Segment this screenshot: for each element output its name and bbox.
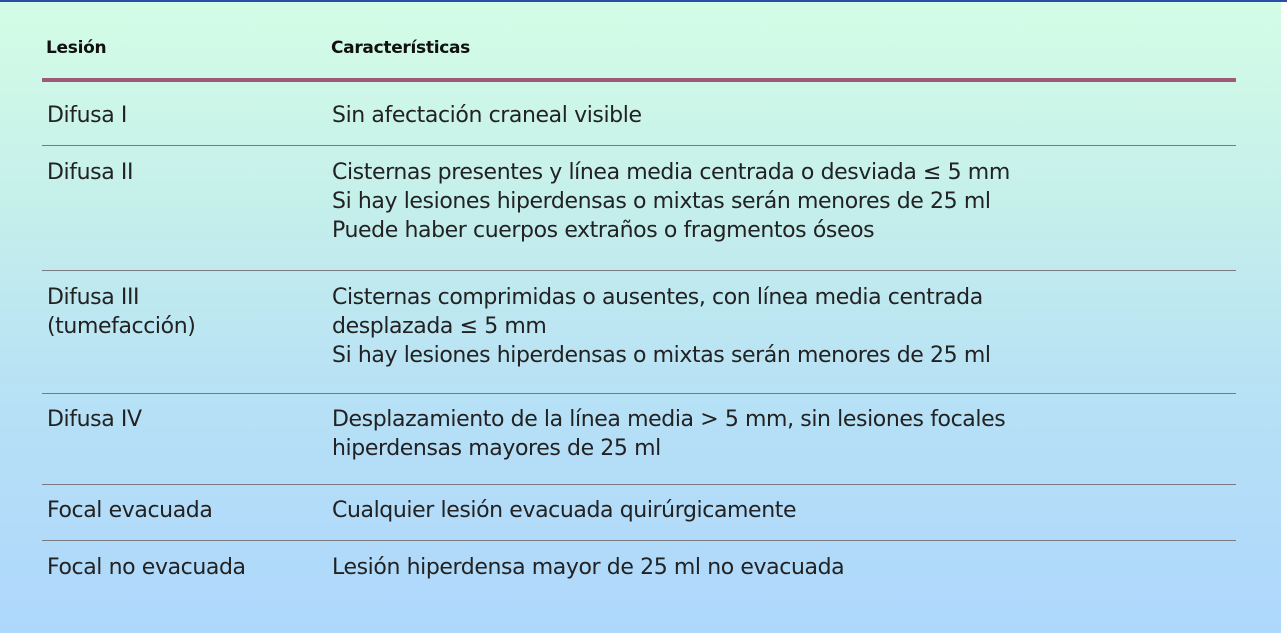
characteristics-line: Si hay lesiones hiperdensas o mixtas serán menores de 25 ml <box>332 343 991 368</box>
characteristics-line: Si hay lesiones hiperdensas o mixtas serán menores de 25 ml <box>332 189 991 214</box>
characteristics-cell <box>332 553 1232 582</box>
characteristics-cell <box>332 405 1232 463</box>
row-divider <box>42 145 1236 146</box>
characteristics-line: Lesión hiperdensa mayor de 25 ml no evacuada <box>332 555 845 580</box>
top-border <box>0 0 1287 2</box>
header-characteristics: Características <box>331 38 470 58</box>
lesion-cell: Difusa IV <box>47 407 142 432</box>
characteristics-line: Cualquier lesión evacuada quirúrgicamente <box>332 498 797 523</box>
row-divider <box>42 393 1236 394</box>
characteristics-cell <box>332 496 1232 525</box>
characteristics-line: Cisternas presentes y línea media centrada o desviada ≤ 5 mm <box>332 160 1010 185</box>
row-divider <box>42 540 1236 541</box>
characteristics-cell <box>332 101 1232 130</box>
header-lesion: Lesión <box>46 38 107 58</box>
characteristics-cell <box>332 283 1232 370</box>
header-divider <box>42 78 1236 82</box>
row-divider <box>42 270 1236 271</box>
lesion-cell: Focal no evacuada <box>47 555 246 580</box>
lesion-cell: Focal evacuada <box>47 498 213 523</box>
lesion-cell: Difusa II <box>47 160 134 185</box>
characteristics-line: Puede haber cuerpos extraños o fragmentos óseos <box>332 218 875 243</box>
characteristics-line: desplazada ≤ 5 mm <box>332 314 547 339</box>
characteristics-line: Desplazamiento de la línea media > 5 mm, sin lesiones focales <box>332 407 1006 432</box>
characteristics-cell <box>332 158 1232 245</box>
lesion-cell: Difusa III (tumefacción) <box>47 285 196 339</box>
characteristics-line: Sin afectación craneal visible <box>332 103 642 128</box>
characteristics-line: hiperdensas mayores de 25 ml <box>332 436 661 461</box>
table-header <box>46 38 1236 70</box>
row-divider <box>42 484 1236 485</box>
characteristics-line: Cisternas comprimidas o ausentes, con línea media centrada <box>332 285 983 310</box>
lesion-cell: Difusa I <box>47 103 127 128</box>
